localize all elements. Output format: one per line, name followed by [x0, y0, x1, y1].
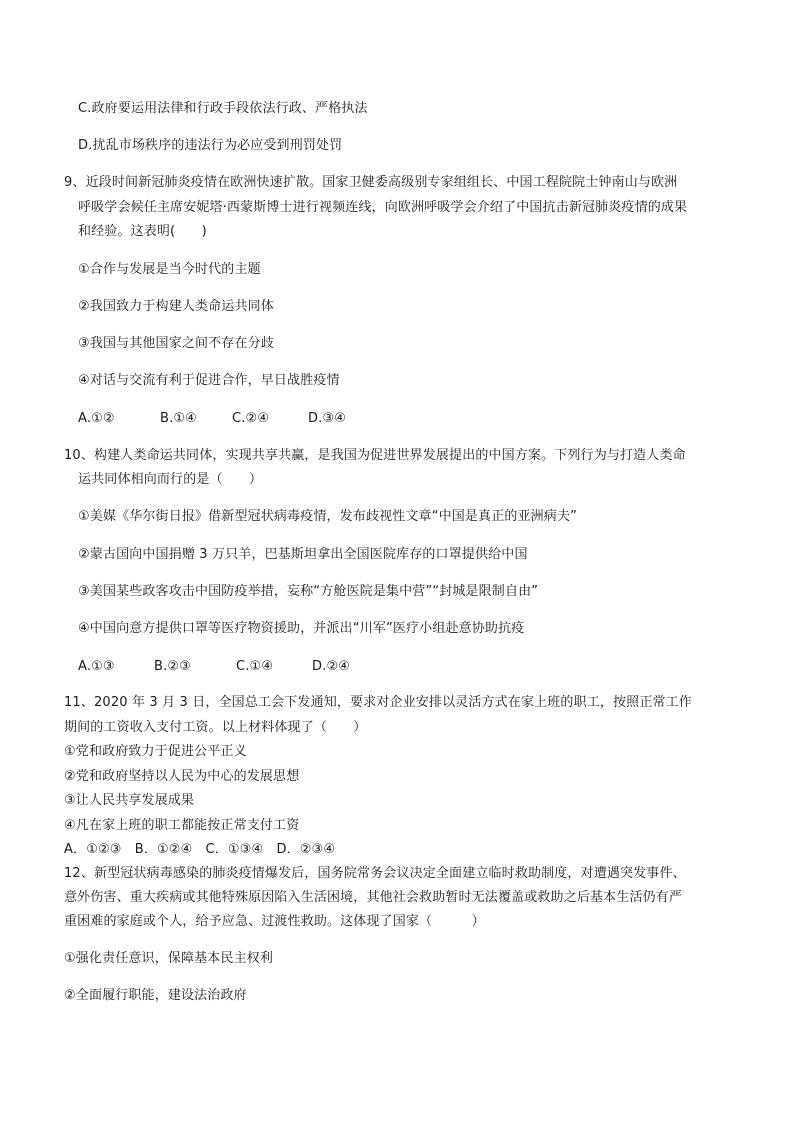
statement-item: ④对话与交流有利于促进合作，早日战胜疫情 [78, 373, 340, 388]
answer-choice-a[interactable]: A.①③ [78, 659, 115, 674]
answer-choices [78, 411, 346, 427]
question-stem-line: 呼吸学会候任主席安妮塔·西蒙斯博士进行视频连线，向欧洲呼吸学会介绍了中国抗击新冠肺炎疫情的成果 [78, 200, 688, 215]
question-stem-line: 运共同体相向而行的是（ ） [78, 472, 263, 487]
answer-choices [78, 659, 350, 675]
statement-item: ①党和政府致力于促进公平正义 [64, 744, 247, 759]
question-stem-line: 12、新型冠状病毒感染的肺炎疫情爆发后，国务院常务会议决定全面建立临时救助制度，对遭遇突发事件、 [64, 866, 686, 881]
statement-item: ②我国致力于构建人类命运共同体 [78, 299, 274, 314]
statement-item: ②党和政府坚持以人民为中心的发展思想 [64, 769, 300, 784]
question-stem-line: 10、构建人类命运共同体，实现共享共赢，是我国为促进世界发展提出的中国方案。下列行为与打造人类命 [64, 448, 686, 463]
answer-choice-c[interactable]: C.①④ [236, 659, 274, 674]
statement-item: ②蒙古国向中国捐赠 3 万只羊，巴基斯坦拿出全国医院库存的口罩提供给中国 [78, 547, 528, 562]
statement-item: ③让人民共享发展成果 [64, 793, 195, 808]
answer-choice-c[interactable]: C.②④ [232, 411, 270, 426]
question-stem-line: 期间的工资收入支付工资。以上材料体现了（ ） [64, 720, 367, 735]
question-stem-line: 和经验。这表明( ) [78, 224, 207, 239]
statement-item: ④中国向意方提供口罩等医疗物资援助，并派出“川军”医疗小组赴意协助抗疫 [78, 621, 525, 636]
statement-item: ①强化责任意识，保障基本民主权利 [64, 951, 274, 966]
question-stem-line: 意外伤害、重大疾病或其他特殊原因陷入生活困境，其他社会救助暂时无法覆盖或救助之后基本生活仍有严 [64, 890, 683, 905]
statement-item: ①合作与发展是当今时代的主题 [78, 262, 261, 277]
statement-item: ③我国与其他国家之间不存在分歧 [78, 336, 274, 351]
answer-choice-d[interactable]: D.③④ [308, 411, 347, 426]
statement-item: ③美国某些政客攻击中国防疫举措，妄称“方舱医院是集中营”“封城是限制自由” [78, 584, 539, 599]
question-stem-line: 重困难的家庭或个人，给予应急、过渡性救助。这体现了国家（ ） [64, 914, 485, 929]
answer-choice-b[interactable]: B.①④ [160, 411, 197, 426]
answer-choice-d[interactable]: D.②④ [312, 659, 351, 674]
question-stem-line: 9、近段时间新冠肺炎疫情在欧洲快速扩散。国家卫健委高级别专家组组长、中国工程院院士钟南山与欧洲 [64, 175, 678, 190]
statement-item: ④凡在家上班的职工都能按正常支付工资 [64, 818, 300, 833]
answer-choice-b[interactable]: B.②③ [154, 659, 191, 674]
answer-choices[interactable]: A．①②③ B．①②④ C．①③④ D．②③④ [64, 842, 336, 857]
option-d: D.扰乱市场秩序的违法行为必应受到刑罚处罚 [78, 138, 343, 153]
answer-choice-a[interactable]: A.①② [78, 411, 115, 426]
statement-item: ①美媒《华尔街日报》借新型冠状病毒疫情，发布歧视性文章“中国是真正的亚洲病夫” [78, 509, 577, 524]
option-c: C.政府要运用法律和行政手段依法行政、严格执法 [78, 101, 368, 116]
question-stem-line: 11、2020 年 3 月 3 日，全国总工会下发通知，要求对企业安排以灵活方式在家上班的职工，按照正常工作 [64, 695, 692, 710]
statement-item: ②全面履行职能，建设法治政府 [64, 988, 247, 1003]
